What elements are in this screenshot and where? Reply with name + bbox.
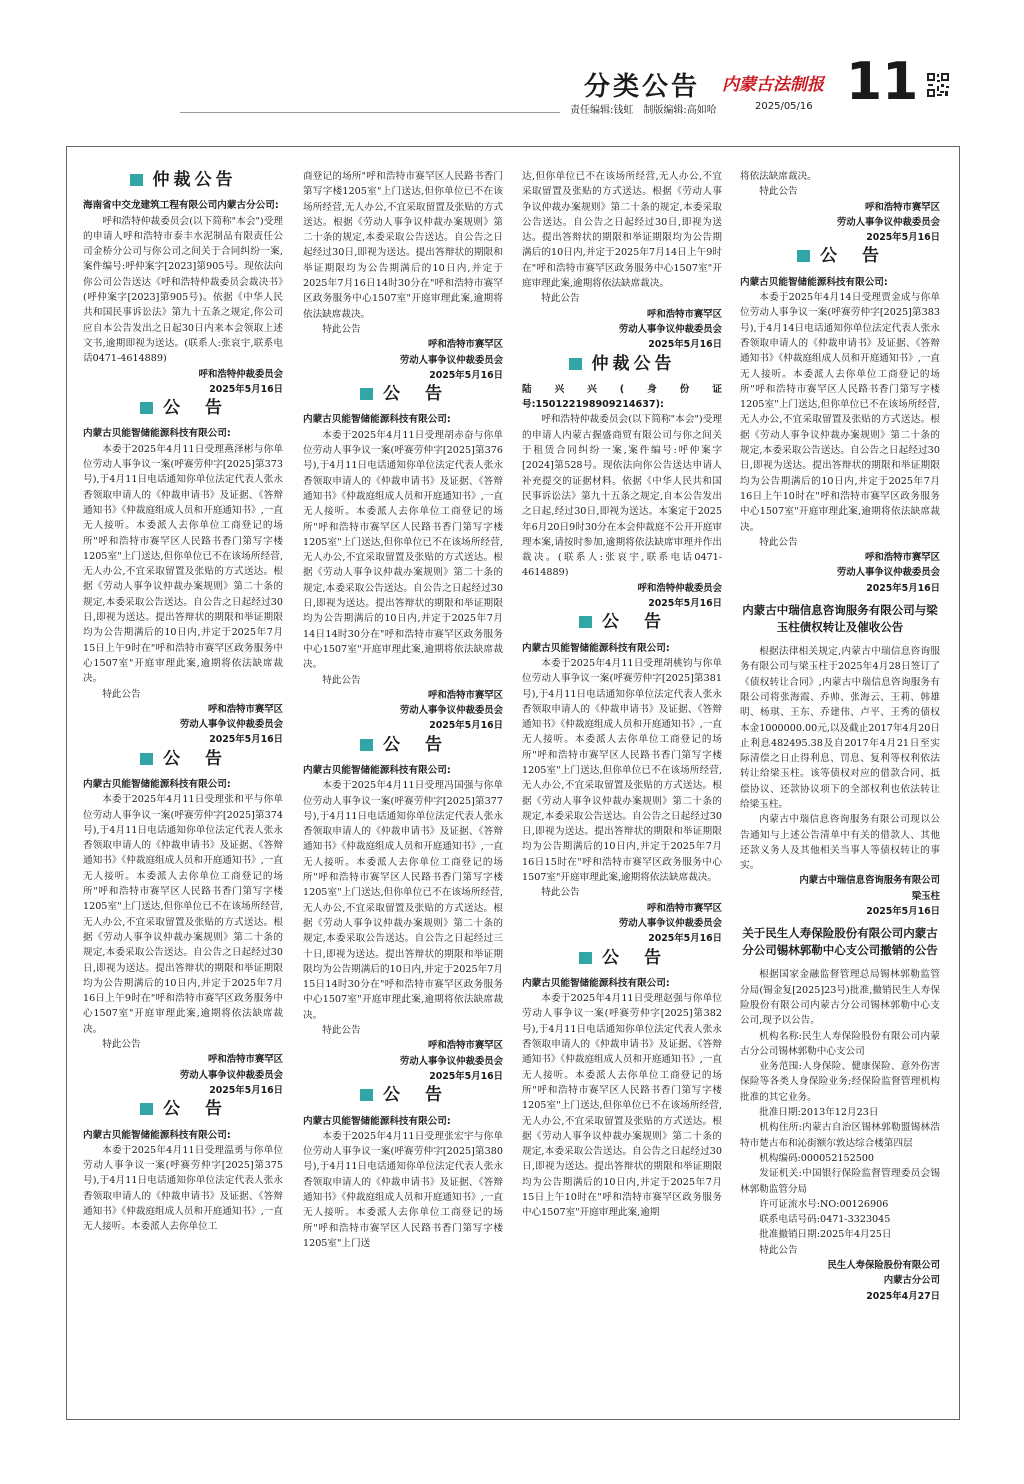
notice-paragraph: 本委于2025年4月11日受理张宏宇与你单位劳动人事争议一案(呼赛劳仲字[2025]第380号),于4月11日电话通知你单位法定代表人张永香领取申请人的《仲裁申请书》及证据、《答辩通知书》《仲裁庭组成人员和开庭通知书》,一直无人接听。本委派人去你单位工商登记的场所"呼和浩特市赛罕区人民路书香门第写字楼1205室"上门送 (303, 1130, 503, 1249)
notice-closing: 特此公告 (759, 1244, 798, 1256)
notice-signature: 2025年4月27日 (866, 1290, 940, 1302)
notice-paragraph: 机构名称:民生人寿保险股份有限公司内蒙古分公司锡林郭勒中心支公司 (740, 1030, 940, 1057)
notice-closing: 特此公告 (322, 1025, 361, 1037)
notice-heading-text: 公 告 (820, 246, 883, 267)
notice-signature: 2025年5月16日 (648, 339, 722, 351)
notice-paragraph: 联系电话号码:0471-3323045 (759, 1214, 891, 1226)
notice-paragraph: 本委于2025年4月11日受理赵强与你单位劳动人事争议一案(呼赛劳仲字[2025]第382号),于4月11日电话通知你单位法定代表人张永香领取申请人的《仲裁申请书》及证据、《答辩通知书》《仲裁庭组成人员和开庭通知书》,一直无人接听。本委派人去你单位工商登记的场所"呼和浩特市赛罕区人民路书香门第写字楼1205室"上门送达,但你单位已不在该场所经营,无人办公,不宜采取留置及张贴的方式送达。根据《劳动人事争议仲裁办案规则》第二十条的规定,本委采取公告送达。自公告之日起经过30日,即视为送达。提出答辩状的期限和举证期限均为公告期满后的10日内,并定于2025年7月15日上午10时在"呼和浩特市赛罕区政务服务中心1507室"开庭审理此案,逾期 (522, 993, 722, 1219)
notice-signature: 2025年5月16日 (429, 720, 503, 732)
heading-square-icon (140, 753, 153, 765)
notice-paragraph: 根据法律相关规定,内蒙古中瑞信息咨询服务有限公司与梁玉柱于2025年4月28日签订了《债权转让合同》,内蒙古中瑞信息咨询服务有限公司将张海霞、乔帅、张海云、王莉、韩雄明、杨琪、王东、乔建伟、卢平、王秀的债权本金1000000.00元,以及截止2017年4月20日止利息482495.38及自2017年4月21日至实际清偿之日止得利息、罚息、复利等权利依法转让给梁玉柱。该等债权对应的借款合同、抵偿协议、还款协议项下的全部权利也依法转让给梁玉柱。 (740, 646, 940, 810)
newspaper-logo: 内蒙古法制报 (722, 75, 824, 95)
notice-heading (303, 734, 503, 755)
notice-paragraph: 本委于2025年4月11日受理燕泽彬与你单位劳动人事争议一案(呼赛劳仲字[2025]第373号),于4月11日电话通知你单位法定代表人张永香领取申请人的《仲裁申请书》及证据、《答辩通知书》《仲裁庭组成人员和开庭通知书》,一直无人接听。本委派人去你单位工商登记的场所"呼和浩特市赛罕区人民路书香门第写字楼1205室"上门送达,但你单位已不在该场所经营,无人办公,不宜采取留置及张贴的方式送达。根据《劳动人事争议仲裁办案规则》第二十条的规定,本委采取公告送达。自公告之日起经过30日,即视为送达。提出答辩状的期限和举证期限均为公告期满后的10日内,并定于2025年7月15日上午9时在"呼和浩特市赛罕区政务服务中心1507室"开庭审理此案,逾期将依法缺席裁决。 (83, 443, 283, 685)
notice-signature: 劳动人事争议仲裁委员会 (399, 705, 503, 717)
notice-signature: 2025年5月16日 (866, 582, 940, 594)
notice-signature: 呼和浩特市赛罕区 (864, 552, 940, 564)
editors-line: 责任编辑:钱虹 制版编辑:高如哈 (570, 105, 717, 116)
section-title: 分类公告 (584, 72, 701, 102)
notice-signature: 民生人寿保险股份有限公司 (827, 1260, 940, 1271)
notice-heading-text: 公 告 (383, 384, 446, 405)
notice-signature: 呼和浩特市赛罕区 (427, 689, 503, 701)
notice-paragraph: 本委于2025年4月11日受理胡桃钧与你单位劳动人事争议一案(呼赛劳仲字[2025]第381号),于4月11日电话通知你单位法定代表人张永香领取申请人的《仲裁申请书》及证据、《答辩通知书》《仲裁庭组成人员和开庭通知书》,一直无人接听。本委派人去你单位工商登记的场所"呼和浩特市赛罕区人民路书香门第写字楼1205室"上门送达,但你单位已不在该场所经营,无人办公,不宜采取留置及张贴的方式送达。根据《劳动人事争议仲裁办案规则》第二十条的规定,本委采取公告送达。自公告之日起经过30日,即视为送达。提出答辩状的期限和举证期限均为公告期满后的10日内,并定于2025年7月16日15时在"呼和浩特市赛罕区政务服务中心1507室"开庭审理此案,逾期将依法缺席裁决。 (522, 657, 722, 884)
notice-closing: 特此公告 (102, 1039, 141, 1051)
notice-addressee: 内蒙古贝能智储能源科技有限公司: (740, 276, 888, 288)
notice-addressee: 内蒙古贝能智储能源科技有限公司: (522, 977, 670, 989)
notice-title: 关于民生人寿保险股份有限公司内蒙古分公司锡林郭勒中心支公司撤销的公告 (742, 926, 938, 958)
notice-paragraph: 本委于2025年4月14日受理贾金成与你单位劳动人事争议一案(呼赛劳仲字[2025]第383号),于4月14日电话通知你单位法定代表人张永香领取申请人的《仲裁申请书》及证据、《答辩通知书》《仲裁庭组成人员和开庭通知书》,一直无人接听。本委派人去你单位工商登记的场所"呼和浩特市赛罕区人民路书香门第写字楼1205室"上门送达,但你单位已不在该场所经营,无人办公,不宜采取留置及张贴的方式送达。根据《劳动人事争议仲裁办案规则》第二十条的规定,本委采取公告送达。自公告之日起经过30日,即视为送达。提出答辩状的期限和举证期限均为公告期满后的10日内,并定于2025年7月16日上午10时在"呼和浩特市赛罕区政务服务中心1507室"开庭审理此案,逾期将依法缺席裁决。 (740, 292, 940, 533)
notice-signature: 呼和浩特市赛罕区 (427, 1040, 503, 1052)
notice-signature: 劳动人事争议仲裁委员会 (399, 1055, 503, 1067)
notice-signature: 劳动人事争议仲裁委员会 (618, 917, 722, 929)
notice-signature: 劳动人事争议仲裁委员会 (179, 719, 283, 731)
notice-signature: 2025年5月16日 (866, 906, 940, 918)
notice-paragraph: 内蒙古中瑞信息咨询服务有限公司现以公告通知与上述公告清单中有关的借款人、其他还款义务人及其他相关当事人等债权转让的事实。 (740, 814, 940, 872)
column-3 (522, 169, 722, 1221)
notice-signature: 呼和浩特仲裁委员会 (198, 368, 283, 380)
notice-signature: 2025年5月16日 (648, 933, 722, 945)
notice-heading (303, 1085, 503, 1106)
notice-addressee: 内蒙古贝能智储能源科技有限公司: (303, 414, 451, 426)
notice-signature: 劳动人事争议仲裁委员会 (836, 567, 940, 579)
notice-paragraph: 业务范围:人身保险、健康保险、意外伤害保险等各类人身保险业务;经保险监督管理机构批准的其它业务。 (740, 1061, 940, 1103)
heading-square-icon (579, 616, 592, 628)
notice-addressee: 陆兴兴(身份证号:150122198909214637): (522, 383, 722, 411)
notice-signature: 劳动人事争议仲裁委员会 (399, 354, 503, 366)
notice-addressee: 内蒙古贝能智储能源科技有限公司: (303, 764, 451, 776)
notice-paragraph: 呼和浩特仲裁委员会(以下简称"本会")受理的申请人内蒙古握盛商贸有限公司与你之间关于租赁合同纠纷一案,案件编号:呼仲案字[2024]第528号。现依法向你公告送达申请人补充提交的证据材料。依据《中华人民共和国民事诉讼法》第九十五条之规定,自本公告发出之日起,经过30日,即视为送达。本案定于2025年6月20日9时30分在本会仲裁庭不公开开庭审理本案,请按时参加,逾期将依法缺席审理并作出裁决。(联系人:张哀宇,联系电话0471-4614889) (522, 414, 722, 579)
notice-signature: 呼和浩特市赛罕区 (207, 1054, 283, 1066)
heading-square-icon (140, 1103, 153, 1115)
qr-code-icon (926, 72, 950, 98)
notice-signature: 劳动人事争议仲裁委员会 (618, 323, 722, 335)
notice-heading (83, 170, 283, 190)
notice-paragraph: 机构住所:内蒙古自治区锡林郭勒盟锡林浩特市楚古布和沁街额尔敦达综合楼第四层 (740, 1122, 940, 1149)
notice-paragraph: 本委于2025年4月11日受理冯国强与你单位劳动人事争议一案(呼赛劳仲字[2025]第377号),于4月11日电话通知你单位法定代表人张永香领取申请人的《仲裁申请书》及证据、《答辩通知书》《仲裁庭组成人员和开庭通知书》,一直无人接听。本委派人去你单位工商登记的场所"呼和浩特市赛罕区人民路书香门第写字楼1205室"上门送达,但你单位已不在该场所经营,无人办公,不宜采取留置及张贴的方式送达。根据《劳动人事争议仲裁办案规则》第二十条的规定,本委采取公告送达。自公告之日起经过三十日,即视为送达。提出答辩状的期限和举证期限均为公告期满后的10日内,并定于2025年7月15日14时30分在"呼和浩特市赛罕区政务服务中心1507室"开庭审理此案,逾期将依法缺席裁决。 (303, 780, 503, 1021)
notice-addressee: 内蒙古贝能智储能源科技有限公司: (83, 1129, 231, 1141)
notice-heading (303, 384, 503, 405)
notice-heading-text: 公 告 (163, 748, 226, 769)
notice-signature: 2025年5月16日 (648, 598, 722, 610)
notice-heading (83, 1099, 283, 1120)
column-4 (740, 169, 940, 1304)
notice-closing: 特此公告 (541, 887, 580, 899)
notices-frame (66, 146, 960, 1420)
notice-signature: 呼和浩特市赛罕区 (646, 308, 722, 320)
notice-addressee: 内蒙古贝能智储能源科技有限公司: (83, 778, 231, 790)
notice-signature: 劳动人事争议仲裁委员会 (179, 1069, 283, 1081)
notice-paragraph: 本委于2025年4月11日受理胡赤奋与你单位劳动人事争议一案(呼赛劳仲字[2025]第376号),于4月11日电话通知你单位法定代表人张永香领取申请人的《仲裁申请书》及证据、《答辩通知书》《仲裁庭组成人员和开庭通知书》,一直无人接听。本委派人去你单位工商登记的场所"呼和浩特市赛罕区人民路书香门第写字楼1205室"上门送达,但你单位已不在该场所经营,无人办公,不宜采取留置及张贴的方式送达。根据《劳动人事争议仲裁办案规则》第二十条的规定,本委采取公告送达。自公告之日起经过30日,即视为送达。提出答辩状的期限和举证期限均为公告期满后的10日内,并定于2025年7月14日14时30分在"呼和浩特市赛罕区政务服务中心1507室"开庭审理此案,逾期将依法缺席裁决。 (303, 429, 503, 671)
header-rule (180, 112, 560, 113)
notice-heading (83, 398, 283, 419)
notice-paragraph-continued: 将依法缺席裁决。 (740, 171, 817, 182)
page-number: 11 (846, 52, 919, 112)
issue-date: 2025/05/16 (755, 101, 813, 112)
notice-closing: 特此公告 (322, 674, 361, 686)
column-1 (83, 169, 283, 1235)
notice-closing: 特此公告 (541, 293, 580, 305)
notice-signature: 劳动人事争议仲裁委员会 (836, 216, 940, 228)
notice-signature: 2025年5月16日 (209, 1084, 283, 1096)
notice-heading (522, 612, 722, 633)
heading-square-icon (360, 739, 373, 751)
heading-square-icon (130, 174, 143, 186)
notice-paragraph-continued: 商登记的场所"呼和浩特市赛罕区人民路书香门第写字楼1205室"上门送达,但你单位已不在该场所经营,无人办公,不宜采取留置及张贴的方式送达。根据《劳动人事争议仲裁办案规则》第二十条的规定,本委采取公告送达。自公告之日起经过30日,即视为送达。提出答辩状的期限和举证期限均为公告期满后的10日内,并定于2025年7月16日14时30分在"呼和浩特市赛罕区政务服务中心1507室"开庭审理此案,逾期将依法缺席裁决。 (303, 171, 503, 320)
notice-signature: 呼和浩特市赛罕区 (427, 339, 503, 351)
notice-closing: 特此公告 (322, 323, 361, 335)
column-2 (303, 169, 503, 1251)
notice-paragraph: 发证机关:中国银行保险监督管理委员会锡林郭勒监管分局 (740, 1168, 940, 1195)
notice-signature: 内蒙古中瑞信息咨询服务有限公司 (799, 875, 940, 887)
notice-heading (522, 353, 722, 374)
heading-square-icon (569, 358, 582, 370)
notice-heading (740, 246, 940, 267)
heading-square-icon (797, 250, 810, 262)
notice-paragraph-continued: 达,但你单位已不在该场所经营,无人办公,不宜采取留置及张贴的方式送达。根据《劳动人事争议仲裁办案规则》第二十条的规定,本委采取公告送达。自公告之日起经过30日,即视为送达。提出答辩状的期限和举证期限均为公告期满后的10日内,并定于2025年7月14日上午9时在"呼和浩特市赛罕区政务服务中心1507室"开庭审理此案,逾期将依法缺席裁决。 (522, 171, 722, 290)
notice-signature: 内蒙古分公司 (883, 1275, 940, 1287)
notice-paragraph: 根据国家金融监督管理总局锡林郭勒监管分局(锡金复[2025]23号)批准,撤销民生人寿保险股份有限公司内蒙古分公司锡林郭勒中心支公司,现予以公告。 (740, 969, 940, 1027)
notice-signature: 2025年5月16日 (429, 369, 503, 381)
notice-heading-text: 公 告 (163, 1099, 226, 1120)
heading-square-icon (579, 952, 592, 964)
notice-signature: 呼和浩特市赛罕区 (207, 703, 283, 715)
notice-signature: 梁玉柱 (911, 890, 940, 902)
notice-addressee: 内蒙古贝能智储能源科技有限公司: (303, 1115, 451, 1127)
notice-title: 内蒙古中瑞信息咨询服务有限公司与梁玉柱债权转让及催收公告 (742, 603, 938, 635)
notice-heading-text: 仲裁公告 (591, 353, 676, 374)
notice-heading-text: 仲裁公告 (152, 170, 237, 190)
masthead (0, 0, 1024, 130)
notice-heading-text: 公 告 (602, 612, 665, 633)
notice-closing: 特此公告 (102, 688, 141, 700)
notice-heading-text: 公 告 (602, 947, 665, 968)
notice-paragraph: 批准日期:2013年12月23日 (759, 1107, 879, 1119)
notice-closing: 特此公告 (759, 536, 798, 548)
notice-signature: 呼和浩特市赛罕区 (646, 902, 722, 914)
notice-closing: 特此公告 (759, 186, 798, 198)
notice-heading-text: 公 告 (383, 1085, 446, 1106)
notice-addressee: 内蒙古贝能智储能源科技有限公司: (522, 642, 670, 654)
notice-heading-text: 公 告 (163, 398, 226, 419)
notice-addressee: 海南省中交龙建筑工程有限公司内蒙古分公司: (83, 200, 279, 212)
notice-heading-text: 公 告 (383, 734, 446, 755)
notice-signature: 2025年5月16日 (866, 232, 940, 244)
notice-signature: 2025年5月16日 (429, 1070, 503, 1082)
notice-paragraph: 许可证流水号:NO:00126906 (759, 1198, 889, 1210)
notice-paragraph: 批准撤销日期:2025年4月25日 (759, 1229, 892, 1241)
notice-addressee: 内蒙古贝能智储能源科技有限公司: (83, 428, 231, 440)
notice-paragraph: 呼和浩特仲裁委员会(以下简称"本会")受理的申请人呼和浩特市泰丰水泥制品有限责任公司金桥分公司与你公司之间关于合同纠纷一案,案件编号:呼仲案字[2023]第905号。现依法向你公司公告送达《呼和浩特仲裁委员会裁决书》(呼仲案字[2023]第905号)。依据《中华人民共和国民事诉讼法》第九十五条之规定,你公司应自本公告发出之日起30日内来本会领取上述文书,逾期即视为送达。(联系人:张哀宇,联系电话0471-4614889) (83, 215, 283, 365)
notice-paragraph: 本委于2025年4月11日受理张和平与你单位劳动人事争议一案(呼赛劳仲字[2025]第374号),于4月11日电话通知你单位法定代表人张永香领取申请人的《仲裁申请书》及证据、《答辩通知书》《仲裁庭组成人员和开庭通知书》,一直无人接听。本委派人去你单位工商登记的场所"呼和浩特市赛罕区人民路书香门第写字楼1205室"上门送达,但你单位已不在该场所经营,无人办公,不宜采取留置及张贴的方式送达。根据《劳动人事争议仲裁办案规则》第二十条的规定,本委采取公告送达。自公告之日起经过30日,即视为送达。提出答辩状的期限和举证期限均为公告期满后的10日内,并定于2025年7月16日上午9时在"呼和浩特市赛罕区政务服务中心1507室"开庭审理此案,逾期将依法缺席裁决。 (83, 794, 283, 1035)
notice-signature: 2025年5月16日 (209, 383, 283, 395)
heading-square-icon (360, 1089, 373, 1101)
notice-heading (83, 748, 283, 769)
heading-square-icon (360, 388, 373, 400)
notice-signature: 呼和浩特仲裁委员会 (637, 582, 722, 594)
notice-signature: 呼和浩特市赛罕区 (864, 201, 940, 213)
notice-paragraph: 本委于2025年4月11日受理温勇与你单位劳动人事争议一案(呼赛劳仲字[2025]第375号),于4月11日电话通知你单位法定代表人张永香领取申请人的《仲裁申请书》及证据、《答辩通知书》《仲裁庭组成人员和开庭通知书》,一直无人接听。本委派人去你单位工 (83, 1144, 283, 1233)
notice-heading (522, 947, 722, 968)
notice-paragraph: 机构编码:000052152500 (759, 1152, 875, 1164)
heading-square-icon (140, 402, 153, 414)
notice-signature: 2025年5月16日 (209, 734, 283, 746)
